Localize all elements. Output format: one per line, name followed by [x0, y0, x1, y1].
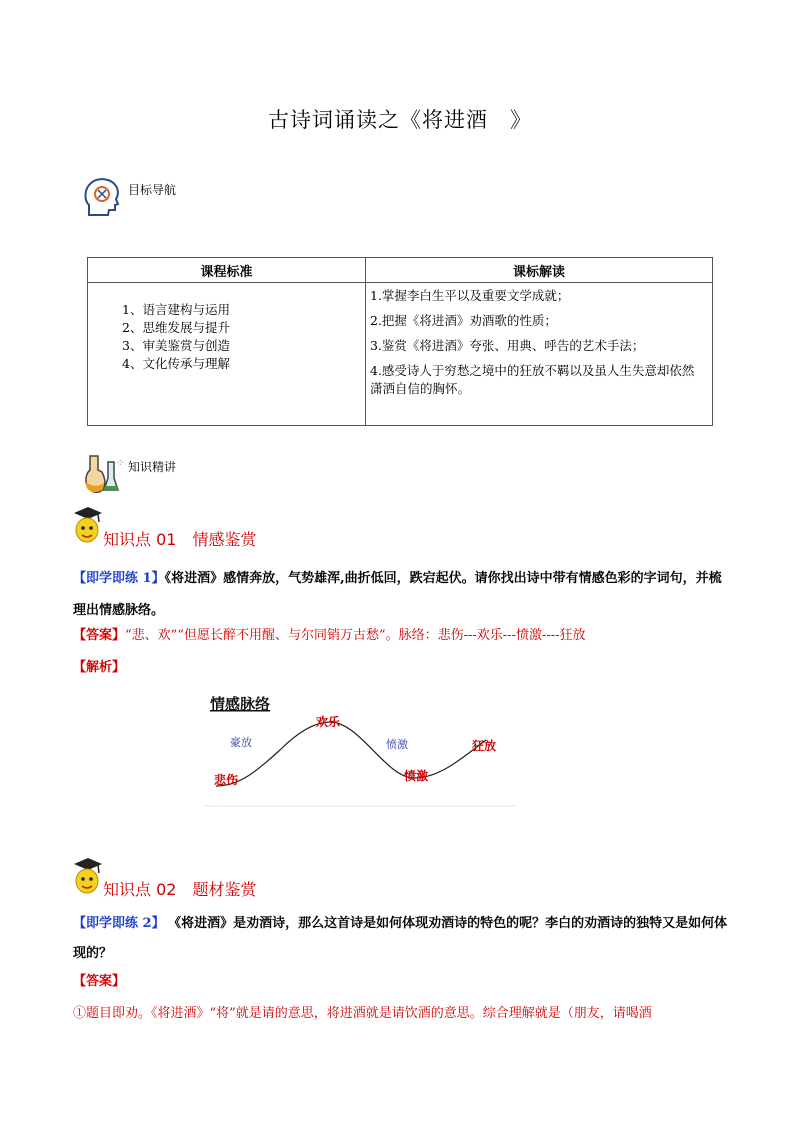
exercise-2 [73, 909, 733, 969]
knowledge-explain-label: 知识精讲 [128, 460, 177, 474]
analysis-1 [73, 656, 733, 675]
label-fenji-lower: 愤激 [404, 769, 429, 783]
table-header-standard: 课程标准 [88, 258, 366, 283]
answer-1-text: “悲、欢”“但愿长醉不用醒、与尔同销万古愁”。脉络：悲伤---欢乐---愤激----狂放 [125, 628, 586, 643]
mascot-graduate-icon [70, 856, 104, 896]
answer-2-label [73, 970, 733, 989]
brain-head-icon [83, 177, 121, 217]
answer-1 [73, 624, 733, 643]
answer-2 [73, 1002, 733, 1021]
list-item: 3、审美鉴赏与创造 [122, 338, 230, 353]
emotion-chart [200, 688, 520, 810]
exercise-2-tag: 【即学即练 2】 [73, 916, 165, 931]
analysis-1-tag: 【解析】 [73, 660, 126, 675]
exercise-1 [73, 563, 733, 627]
label-beishang: 悲伤 [214, 773, 239, 787]
page-title: 古诗词诵读之《将进酒 》 [268, 108, 532, 132]
mascot-graduate-icon [70, 505, 104, 545]
label-huanle: 欢乐 [316, 715, 341, 729]
list-item: 1.掌握李白生平以及重要文学成就； [370, 288, 570, 303]
list-item: 1、语言建构与运用 [122, 302, 230, 317]
standards-table [87, 257, 713, 426]
interpretation-cell [366, 283, 713, 426]
answer-1-tag: 【答案】 [73, 628, 126, 643]
target-nav-label: 目标导航 [128, 183, 177, 197]
answer-2-text: ①题目即劝。《将进酒》“将”就是请的意思，将进酒就是请饮酒的意思。综合理解就是（朋友，请喝酒 [73, 1006, 652, 1021]
label-kuangfang: 狂放 [472, 739, 497, 753]
label-fenji-upper: 愤激 [386, 738, 408, 751]
list-item: 2.把握《将进酒》劝酒歌的性质； [370, 313, 557, 328]
label-haofang: 豪放 [230, 736, 252, 749]
knowledge-point-2-title: 知识点 02 题材鉴赏 [103, 880, 257, 899]
list-item: 3.鉴赏《将进酒》夸张、用典、呼告的艺术手法； [370, 338, 645, 353]
list-item: 4.感受诗人于穷愁之境中的狂放不羁以及虽人生失意却依然潇洒自信的胸怀。 [370, 363, 695, 396]
exercise-1-tag: 【即学即练 1】 [73, 571, 165, 586]
exercise-2-text: 《将进酒》是劝酒诗，那么这首诗是如何体现劝酒诗的特色的呢？李白的劝酒诗的独特又是如何体现的？ [73, 916, 728, 961]
exercise-1-text: 《将进酒》感情奔放，气势雄浑,曲折低回，跌宕起伏。请你找出诗中带有情感色彩的字词句，并梳理出情感脉络。 [73, 571, 722, 618]
emotion-chart-title: 情感脉络 [210, 695, 271, 713]
list-item: 4、文化传承与理解 [122, 356, 230, 371]
list-item: 2、思维发展与提升 [122, 320, 230, 335]
standards-cell [88, 283, 366, 426]
sparkle-icon: ⁘ [116, 458, 125, 469]
answer-2-tag: 【答案】 [73, 974, 126, 989]
table-header-interpretation: 课标解读 [366, 258, 713, 283]
knowledge-point-1-title: 知识点 01 情感鉴赏 [103, 530, 257, 549]
